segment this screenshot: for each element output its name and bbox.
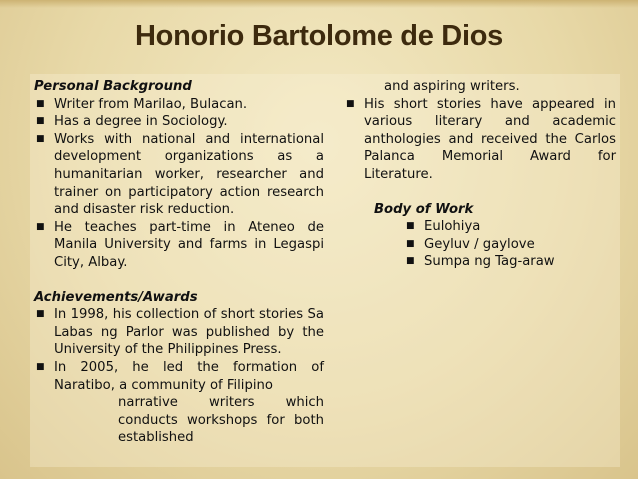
list-item: [34, 359, 324, 447]
list-item: ■ His short stories have appeared in various literary and academic anthologies and received the Carlos Palanca Memorial Award for Literature.: [344, 96, 616, 184]
slide-title: Honorio Bartolome de Dios: [135, 20, 503, 52]
right-column: [344, 78, 616, 271]
content-box: [30, 74, 620, 467]
work-item: ■ Eulohiya: [404, 218, 616, 236]
list-item: ■ In 1998, his collection of short stories Sa Labas ng Parlor was published by the University of the Philippines Press.: [34, 306, 324, 359]
top-band: [0, 0, 638, 8]
list-item: ■ Works with national and international development organizations as a humanitarian worker, researcher and trainer on participatory action research and disaster risk reduction.: [34, 131, 324, 219]
work-item: ■ Sumpa ng Tag-araw: [404, 253, 616, 271]
list-item: ■ Has a degree in Sociology.: [34, 113, 324, 131]
achievements-heading: Achievements/Awards: [34, 289, 198, 305]
continued-text: and aspiring writers.: [384, 79, 520, 94]
award-2-text: In 2005, he led the formation of Naratibo, a community of Filipino: [54, 359, 324, 393]
works-list: [374, 218, 616, 271]
left-column: [34, 78, 324, 447]
personal-background-heading: Personal Background: [34, 79, 192, 94]
personal-list: [34, 96, 324, 272]
award-2-continued: narrative writers which conducts workshops for both established: [118, 395, 324, 446]
list-item: ■ Writer from Marilao, Bulacan.: [34, 96, 324, 114]
awards-list: [34, 306, 324, 447]
work-item: ■ Geyluv / gaylove: [404, 236, 616, 254]
body-of-work-section: [344, 201, 616, 271]
anthology-list: [344, 96, 616, 184]
list-item: ■ He teaches part-time in Ateneo de Manila University and farms in Legaspi City, Albay.: [34, 219, 324, 272]
body-of-work-heading: Body of Work: [374, 201, 474, 217]
